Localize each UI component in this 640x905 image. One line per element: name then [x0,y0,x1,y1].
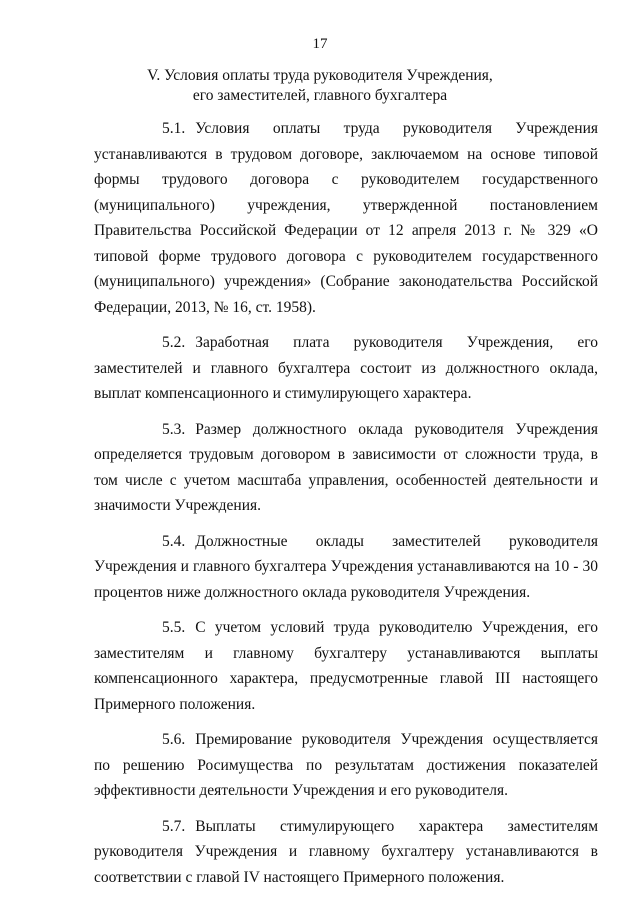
paragraph-text: Выплаты стимулирующего характера заместителям руководителя Учреждения и главному бухгалтеру устанавливаются в соответствии с главой IV настоящего Примерного положения. [94,817,598,886]
paragraph-text: С учетом условий труда руководителю Учреждения, его заместителям и главному бухгалтеру устанавливаются выплаты компенсационного характера, предусмотренные главой III настоящего Примерного положения. [94,619,598,713]
paragraph-number: 5.3. [162,420,186,438]
section-heading-line-2: его заместителей, главного бухгалтера [192,87,448,104]
paragraph-5-2 [94,330,598,407]
paragraph-number: 5.1. [162,120,186,137]
paragraph-5-6 [94,727,598,804]
paragraph-number: 5.6. [162,731,186,748]
paragraph-5-4 [94,529,598,606]
paragraph-number: 5.2. [162,334,186,351]
paragraph-5-1 [94,116,598,320]
paragraph-text: Премирование руководителя Учреждения осуществляется по решению Росимущества по результатам достижения показателей эффективности деятельности Учреждения и его руководителя. [94,731,598,799]
section-heading-line-1: V. Условия оплаты труда руководителя Учреждения, [147,67,493,84]
paragraph-5-3 [94,417,598,519]
paragraph-number: 5.5. [162,619,186,636]
paragraph-text: Размер должностного оклада руководителя Учреждения определяется трудовым договором в зависимости от сложности труда, в том числе с учетом масштаба управления, особенностей деятельности и значимости Учреждения. [94,420,598,514]
page-number: 17 [312,36,328,52]
section-heading [0,66,640,106]
paragraph-number: 5.7. [162,817,186,835]
paragraph-text: Должностные оклады заместителей руководителя Учреждения и главного бухгалтера Учреждения устанавливаются на 10 - 30 процентов ниже должностного оклада руководителя Учреждения. [94,532,598,601]
paragraph-number: 5.4. [162,532,186,550]
paragraph-text: Заработная плата руководителя Учреждения, его заместителей и главного бухгалтера состоит из должностного оклада, выплат компенсационного и стимулирующего характера. [94,334,598,402]
paragraph-5-5 [94,615,598,717]
document-body [94,116,598,900]
paragraph-text: Условия оплаты труда руководителя Учреждения устанавливаются в трудовом договоре, заключаемом на основе типовой формы трудового договора с руководителем государственного (муниципального) учреждения, утвержденной постановлением Правительства Российской Федерации от 12 апреля 2013 г. № 329 «О типовой форме трудового договора с руководителем государственного (муниципального) учреждения» (Собрание законодательства Российской Федерации, 2013, № 16, ст. 1958). [94,120,598,316]
paragraph-5-7 [94,814,598,891]
